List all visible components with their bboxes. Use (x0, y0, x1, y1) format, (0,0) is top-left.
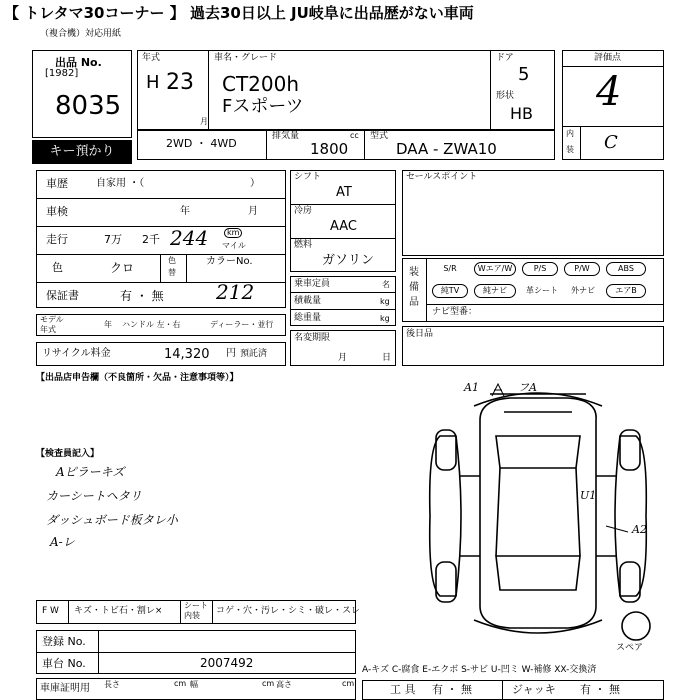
banner: 【 トレタマ30コーナー 】 過去30日以上 JU岐阜に出品歴がない車両 (4, 4, 474, 22)
capacity-label: 乗車定員 (294, 279, 331, 289)
model-year-dealer: ディーラー・並行 (210, 320, 274, 329)
change-date-day: 日 (382, 353, 392, 363)
legend: A-キズ C-腐食 E-エクボ S-サビ U-凹ミ W-補修 XX-交換済 (362, 665, 597, 675)
load-unit: kg (380, 297, 390, 306)
color-no-label: カラーNo. (206, 256, 253, 267)
equip-w-air: Wエア/W (474, 262, 516, 276)
seller-note-label: 【出品店申告欄（不良箇所・欠品・注意事項等）】 (36, 373, 239, 383)
mileage-hand: 244 (170, 226, 209, 250)
load-label: 積載量 (294, 296, 322, 306)
diagram-a2: A2 (632, 523, 647, 536)
cert-length: 長さ (104, 680, 120, 689)
year-value: 23 (166, 70, 194, 95)
displacement-label: 排気量 (272, 131, 300, 141)
car-diagram (400, 376, 690, 666)
weight-label: 総重量 (294, 313, 322, 323)
chassis-label: 車台 No. (42, 657, 86, 670)
ac-label: 冷房 (294, 206, 313, 216)
displacement-unit: cc (350, 131, 359, 140)
sales-point-box (402, 170, 664, 256)
recycle-deposit: 預託済 (240, 349, 268, 359)
lot-box (32, 50, 132, 138)
recycle-label: リサイクル料金 (42, 348, 111, 359)
subnote: （複合機）対応用紙 (40, 29, 122, 39)
change-date-month: 月 (338, 353, 348, 363)
lot-bracket: [1982] (45, 68, 79, 79)
diagram-a1: A1 (464, 381, 479, 394)
equip-ext-navi: 外ナビ (571, 286, 595, 295)
door-label: ドア (496, 53, 514, 63)
equip-ps: P/S (522, 262, 558, 276)
mileage-km: km (224, 228, 242, 238)
shape-label: 形状 (496, 91, 515, 101)
fw-marks: キズ・トビ石・割レ× (74, 606, 163, 616)
color-value: クロ (110, 261, 135, 275)
color-label: 色 (52, 261, 63, 274)
equip-navi: 純ナビ (474, 284, 516, 298)
interior-label-2: 装 (566, 145, 574, 154)
drive-value: 2WD ・ 4WD (166, 137, 237, 150)
inspector-label: 【検査員記入】 (36, 449, 100, 459)
year-month: 月 (200, 117, 208, 126)
key-badge: キー預かり (32, 140, 132, 164)
seat-label-2: 内装 (184, 611, 200, 620)
model-code-label: 型式 (370, 131, 389, 141)
inspector-note-4: A-レ (50, 535, 75, 549)
weight-unit: kg (380, 314, 390, 323)
usage-value: 自家用 ・（ (96, 178, 145, 189)
model-name: CT200h (222, 72, 300, 96)
sales-point-label: セールスポイント (406, 172, 478, 182)
capacity-unit: 名 (382, 280, 390, 289)
equip-pw: P/W (564, 262, 600, 276)
rating-label: 評価点 (594, 53, 622, 63)
color-change-2: 替 (168, 268, 176, 277)
mileage-sen: 2千 (142, 233, 160, 246)
lot-label: 出品 No. (55, 56, 102, 69)
displacement-value: 1800 (310, 140, 349, 158)
inspector-note-1: Aピラーキズ (56, 465, 125, 479)
jack-value: 有 ・ 無 (580, 683, 620, 696)
diagram-a1b: フA (518, 381, 537, 394)
interior-label-1: 内 (566, 129, 574, 138)
model-label: 車名・グレード (214, 53, 278, 63)
registration-label: 登録 No. (42, 635, 86, 648)
recycle-value: 14,320 (164, 347, 210, 362)
cert-height: 高さ (276, 680, 292, 689)
color-no: 212 (216, 280, 255, 304)
postscript-box (402, 326, 664, 366)
model-year-label-1: モデル (40, 315, 64, 324)
year-era: H (146, 72, 160, 93)
usage-label: 車歴 (46, 177, 68, 190)
postscript-label: 後日品 (406, 329, 434, 339)
equip-leather: 革シート (526, 286, 558, 295)
mileage-label: 走行 (46, 233, 68, 246)
ac-value: AAC (330, 219, 357, 234)
equip-airbag: エアB (606, 284, 646, 298)
interior-value: C (604, 132, 618, 153)
tools-label: 工 具 (390, 683, 416, 696)
equipment-label-3: 品 (409, 297, 419, 308)
equip-tv: 純TV (432, 284, 468, 298)
rating-value: 4 (596, 69, 622, 115)
chassis-value: 2007492 (200, 656, 254, 670)
model-code-value: DAA - ZWA10 (396, 140, 497, 158)
inspection-label: 車検 (46, 205, 68, 218)
cert-label: 車庫証明用 (40, 683, 90, 694)
fuel-label: 燃料 (294, 240, 313, 250)
change-date-label: 名変期限 (294, 333, 331, 343)
model-year-year: 年 (104, 320, 112, 329)
year-label: 年式 (142, 53, 161, 63)
cert-unit-2: cm (262, 679, 275, 688)
fw-label: F W (42, 606, 59, 616)
jack-label: ジャッキ (512, 683, 556, 696)
model-year-handle: ハンドル 左・右 (122, 320, 181, 329)
equip-abs: ABS (606, 262, 646, 276)
inspector-note-2: カーシートヘタリ (46, 489, 142, 503)
shift-value: AT (336, 185, 352, 200)
cert-width: 幅 (190, 680, 198, 689)
shape-value: HB (510, 104, 534, 123)
color-change-1: 色 (168, 256, 176, 265)
recycle-unit: 円 (226, 348, 236, 359)
diagram-spare: スペア (616, 643, 644, 653)
model-grade: Fスポーツ (222, 96, 304, 117)
seat-conditions: コゲ・穴・汚レ・シミ・破レ・スレ (216, 606, 361, 616)
mileage-man: 7万 (104, 233, 122, 246)
equip-sr: S/R (443, 264, 457, 273)
fuel-value: ガソリン (322, 253, 375, 268)
mileage-mile: マイル (222, 241, 246, 250)
equipment-label-1: 装 (409, 267, 419, 278)
model-year-label-2: 年式 (40, 325, 56, 334)
shift-label: シフト (294, 172, 322, 182)
lot-number: 8035 (55, 91, 122, 121)
equipment-label-2: 備 (409, 282, 419, 293)
diagram-u1: U1 (580, 489, 597, 502)
navi-label: ナビ型番： (432, 307, 478, 317)
cert-unit-1: cm (174, 679, 187, 688)
seat-label-1: シート (184, 601, 208, 610)
warranty-value: 有 ・ 無 (120, 289, 164, 303)
warranty-label: 保証書 (46, 289, 79, 302)
inspection-month: 月 (248, 206, 258, 217)
usage-close: ） (250, 178, 260, 189)
inspection-year: 年 (180, 206, 190, 217)
tools-value: 有 ・ 無 (432, 683, 472, 696)
door-value: 5 (518, 64, 530, 85)
cert-unit-3: cm (342, 679, 355, 688)
inspector-note-3: ダッシュボード板タレ小 (46, 513, 178, 527)
